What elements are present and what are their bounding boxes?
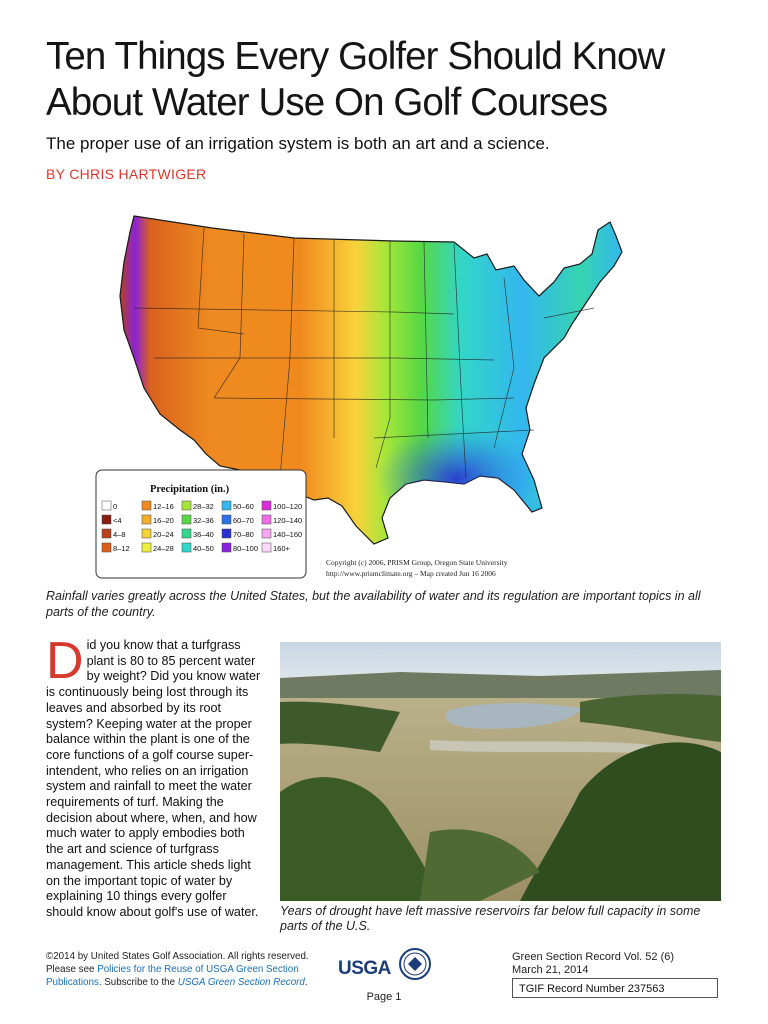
- legend-label: 70–80: [233, 530, 254, 539]
- legend-swatch: [222, 529, 231, 538]
- article-body: [46, 632, 264, 921]
- legend-swatch: [182, 515, 191, 524]
- tgif-record-number: TGIF Record Number 237563: [512, 978, 718, 998]
- legend-label: 80–100: [233, 544, 259, 553]
- legend-label: 32–36: [193, 516, 214, 525]
- journal-info: [512, 951, 674, 976]
- legend-swatch: [102, 501, 111, 510]
- map-copyright-line1: Copyright (c) 2006, PRISM Group, Oregon State University: [326, 558, 508, 567]
- issue-date: March 21, 2014: [512, 963, 589, 976]
- copyright-text: ©2014 by United States Golf Association. All rights reserved.: [46, 951, 309, 962]
- page-number: Page 1: [366, 991, 402, 1003]
- legend-swatch: [142, 529, 151, 538]
- drop-cap: D: [46, 632, 84, 690]
- usga-logo-text: USGA: [338, 958, 391, 979]
- footer-period: .: [304, 977, 308, 988]
- legend-label: 100–120: [273, 502, 303, 511]
- legend-label: 50–60: [233, 502, 254, 511]
- precipitation-map: [94, 208, 640, 586]
- legend-label: <4: [113, 516, 122, 525]
- legend-swatch: [222, 501, 231, 510]
- article-title: Ten Things Every Golfer Should Know About Water Use On Golf Courses: [46, 35, 665, 124]
- legend-label: 40–50: [193, 544, 214, 553]
- photo-caption: Years of drought have left massive reservoirs far below full capacity in some parts of the U.S.: [280, 904, 701, 933]
- legend-swatch: [102, 543, 111, 552]
- body-paragraph: id you know that a turfgrass plant is 80 to 85 percent water by weight? Did you know water is continuously being lost through its leaves and absorbed by its root system? Keeping water at the proper balance within the plant is one of the core functions of a golf course super-intendent, who relies on an irrigation system and rainfall to meet the water requirements of turf. Making the decision about where, when, and how much water to apply embodies both the art and science of turfgrass management. This article sheds light on the important topic of water by explaining 10 things every golfer should know about golf's use of water.: [46, 638, 261, 919]
- legend-label: 0: [113, 502, 118, 511]
- legend-label: 8–12: [113, 544, 130, 553]
- legend-label: 160+: [273, 544, 290, 553]
- legend-label: 140–160: [273, 530, 303, 539]
- legend-swatch: [262, 515, 271, 524]
- legend-swatch: [222, 543, 231, 552]
- legend-swatch: [182, 543, 191, 552]
- legend-label: 60–70: [233, 516, 254, 525]
- map-copyright-line2: http://www.prismclimate.org – Map created Jun 16 2006: [326, 569, 496, 578]
- legend-label: 24–28: [153, 544, 174, 553]
- usga-logo: [338, 946, 434, 986]
- reservoir-photo: [280, 642, 721, 901]
- legend-label: 28–32: [193, 502, 214, 511]
- legend-swatch: [142, 515, 151, 524]
- footer-copyright: [46, 950, 316, 989]
- legend-swatch: [182, 529, 191, 538]
- legend-swatch: [102, 529, 111, 538]
- legend-swatch: [102, 515, 111, 524]
- subscribe-text: . Subscribe to the: [98, 977, 178, 988]
- legend-label: 120–140: [273, 516, 303, 525]
- legend-swatch: [262, 501, 271, 510]
- map-caption: Rainfall varies greatly across the United States, but the availability of water and its regulation are important topics in all parts of the country.: [46, 589, 701, 619]
- legend-label: 12–16: [153, 502, 174, 511]
- legend-swatch: [222, 515, 231, 524]
- legend-label: 36–40: [193, 530, 214, 539]
- please-see-text: Please see: [46, 964, 98, 975]
- legend-label: 20–24: [153, 530, 174, 539]
- legend-label: 16–20: [153, 516, 174, 525]
- legend-swatch: [262, 529, 271, 538]
- legend-swatch: [182, 501, 191, 510]
- legend-swatch: [142, 501, 151, 510]
- journal-volume: Green Section Record Vol. 52 (6): [512, 951, 675, 963]
- article-subtitle: The proper use of an irrigation system is both an art and a science.: [46, 134, 550, 153]
- legend-title: Precipitation (in.): [150, 484, 230, 495]
- legend-swatch: [142, 543, 151, 552]
- subscribe-link[interactable]: USGA Green Section Record: [177, 977, 305, 988]
- reuse-policy-link[interactable]: Policies for the Reuse of USGA Green Section Publications: [46, 964, 299, 988]
- legend-swatch: [262, 543, 271, 552]
- legend-label: 4–8: [113, 530, 126, 539]
- byline: BY CHRIS HARTWIGER: [46, 166, 207, 182]
